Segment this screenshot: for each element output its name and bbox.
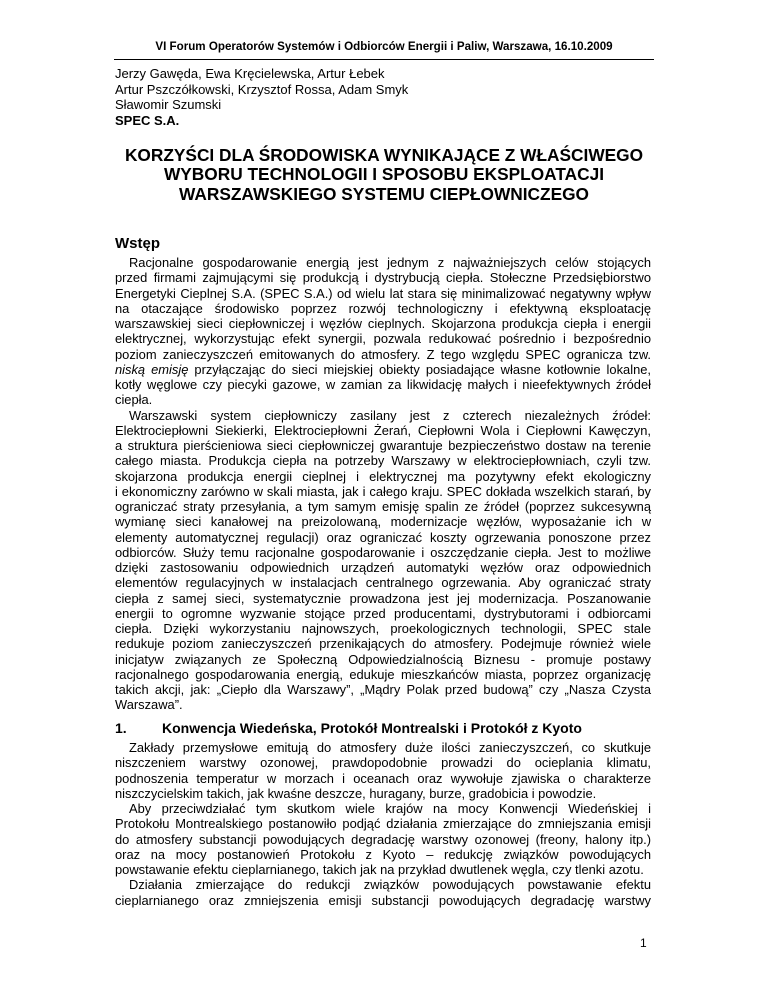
intro-line: Elektrociepłowni Siekierki, Elektrociepłowni Żerań, Ciepłowni Wola i Ciepłowni Kawęczyn, [115, 422, 651, 438]
intro-line: elementy automatycznej regulacji) oraz ograniczać koszty ogrzewania ponoszone przez [115, 529, 651, 545]
author-block [115, 66, 408, 128]
section-line: Protokołu Montrealskiego postanowiło podjąć działania zmierzające do zmniejszania emisji [115, 816, 651, 832]
section-1-heading [115, 720, 582, 736]
title-line-3: WARSZAWSKIEGO SYSTEMU CIEPŁOWNICZEGO [179, 183, 589, 204]
section-number: 1. [115, 720, 127, 736]
intro-line: całego miasta. Produkcja ciepła na potrzeby Warszawy w elektrociepłowniach, czyli tzw. [115, 453, 651, 469]
organization: SPEC S.A. [115, 112, 180, 128]
intro-line: i ekonomiczny zarówno w skali miasta, jak i całego kraju. SPEC dokłada wszelkich starań, by [115, 483, 651, 499]
intro-body [115, 255, 651, 713]
italic-term: niską emisję [115, 361, 189, 377]
intro-line: dzięki zastosowaniu odpowiednich urządzeń automatyki węzłów oraz odpowiednich [115, 560, 651, 575]
intro-line: racjonalnego gospodarowania energią, edukuje mieszkańców miasta, poprzez organizację [115, 666, 651, 682]
section-line: niszczycielskim takich, jak kwaśne deszcze, huragany, burze, gradobicia i powodzie. [115, 785, 597, 801]
title-line-2: WYBORU TECHNOLOGII I SPOSOBU EKSPLOATACJI [163, 164, 605, 185]
intro-line-rest: przyłączając do sieci miejskiej obiekty posiadające własne kotłownie lokalne, [188, 361, 651, 377]
intro-line: takich akcji, jak: „Ciepło dla Warszawy”, „Mądry Polak przed budową” czy „Nasza Czysta [115, 682, 651, 697]
intro-line: a struktura pierścieniowa sieci ciepłowniczej gwarantuje bezpieczeństwo dostaw na terenie [115, 438, 651, 453]
intro-line: redukuje poziom zanieczyszczeń przenikających do atmosfery. Podejmuje również wiele [115, 636, 651, 652]
section-line: niszczeniem warstwy ozonowej, prawdopodobnie prowadzi do ocieplania klimatu, [115, 755, 651, 771]
section-line: do atmosfery substancji powodujących degradację warstwy ozonowej (freony, halony itp.) [115, 831, 651, 847]
intro-line: poziom zanieczyszczeń emitowanych do atmosfery. Z tego względu SPEC ogranicza tzw. [115, 346, 651, 362]
intro-line: Warszawski system ciepłowniczy zasilany jest z czterech niezależnych źródeł: [129, 407, 651, 423]
intro-line: wymianę sieci kanałowej na preizolowaną, modernizacje węzłów, wyposażanie ich w [115, 514, 651, 530]
running-header: VI Forum Operatorów Systemów i Odbiorców Energii i Paliw, Warszawa, 16.10.2009 [155, 40, 613, 53]
section-line: Aby przeciwdziałać tym skutkom wiele krajów na mocy Konwencji Wiedeńskiej i [129, 801, 651, 816]
section-line: Działania zmierzające do redukcji związków powodujących powstawanie efektu [129, 877, 651, 893]
intro-line: inicjatyw związanych ze Społeczną Odpowiedzialnością Biznesu - promuje postawy [115, 651, 651, 667]
intro-line: ciepła. Dzięki wykorzystaniu najnowszych, proekologicznych technologii, SPEC stale [115, 621, 651, 636]
intro-line: ciepła. [115, 392, 153, 408]
intro-line: ograniczać straty przesyłania, a tym samym emisję spalin ze źródeł (poprzez sukcesywną [115, 499, 651, 514]
intro-line: ciepła z samej sieci, systematycznie prowadzona jest jej modernizacja. Poszanowanie [115, 590, 651, 606]
section-line: podnoszenia temperatur w morzach i oceanach oraz wywołuje zjawiska o charakterze [115, 770, 651, 786]
header-rule [114, 59, 654, 60]
section-line: Zakłady przemysłowe emitują do atmosfery duże ilości zanieczyszczeń, co skutkuje [129, 740, 651, 755]
section-line: powstawanie efektu cieplarnianego, takich jak na przykład dwutlenek węgla, czy tlenki azotu. [115, 862, 644, 877]
authors-line-1: Jerzy Gawęda, Ewa Kręcielewska, Artur Łebek [115, 66, 385, 81]
authors-line-2: Artur Pszczółkowski, Krzysztof Rossa, Adam Smyk [115, 81, 409, 97]
intro-line: na otaczające środowisko poprzez rozwój technologiczny i efektywną eksploatację [115, 300, 651, 316]
section-line: cieplarnianego oraz zmniejszenia emisji substancji powodujących degradację warstwy [115, 892, 651, 908]
section-1-body [115, 740, 651, 908]
intro-line: elektrycznej, wykorzystując efekt synergii, pozwala redukować pośrednio i bezpośrednio [115, 331, 651, 347]
intro-line: odbiorców. Służy temu racjonalne gospodarowanie i oszczędzanie ciepła. Jest to możliwe [115, 544, 651, 560]
section-line: oraz na mocy postanowień Protokołu z Kyoto – redukcję związków powodujących [115, 846, 651, 862]
intro-heading: Wstęp [115, 235, 160, 252]
intro-line: Racjonalne gospodarowanie energią jest jednym z najważniejszych celów stojących [129, 255, 651, 270]
intro-line: energii to ogromne wyzwanie stojące przed producentami, dystrybutorami i odbiorcami [115, 605, 651, 621]
authors-line-3: Sławomir Szumski [115, 97, 222, 112]
intro-line [115, 362, 651, 377]
intro-line: skojarzona produkcja energii cieplnej i elektrycznej ma pozytywny efekt ekologiczny [115, 468, 651, 484]
intro-line: kotły węglowe czy piecyki gazowe, w zamian za likwidację małych i nieefektywnych źródeł [115, 377, 651, 392]
paper-title [90, 146, 678, 204]
title-line-1: KORZYŚCI DLA ŚRODOWISKA WYNIKAJĄCE Z WŁAŚCIWEGO [124, 145, 644, 165]
intro-line: elementów regulacyjnych w instalacjach centralnego ogrzewania. Aby ograniczać straty [115, 575, 651, 591]
page-number: 1 [640, 936, 647, 950]
intro-line: Energetyki Cieplnej S.A. (SPEC S.A.) od wielu lat stara się minimalizować negatywny wpływ [115, 285, 651, 301]
intro-line: przed firmami zajmującymi się produkcją i dystrybucją ciepła. Stołeczne Przedsiębiorstwo [115, 270, 651, 286]
intro-line: Warszawa”. [115, 697, 183, 713]
intro-line: warszawskiej sieci ciepłowniczej i węzłów cieplnych. Skojarzona produkcja ciepła i energii [115, 316, 651, 331]
section-title: Konwencja Wiedeńska, Protokół Montrealski i Protokół z Kyoto [162, 720, 582, 736]
